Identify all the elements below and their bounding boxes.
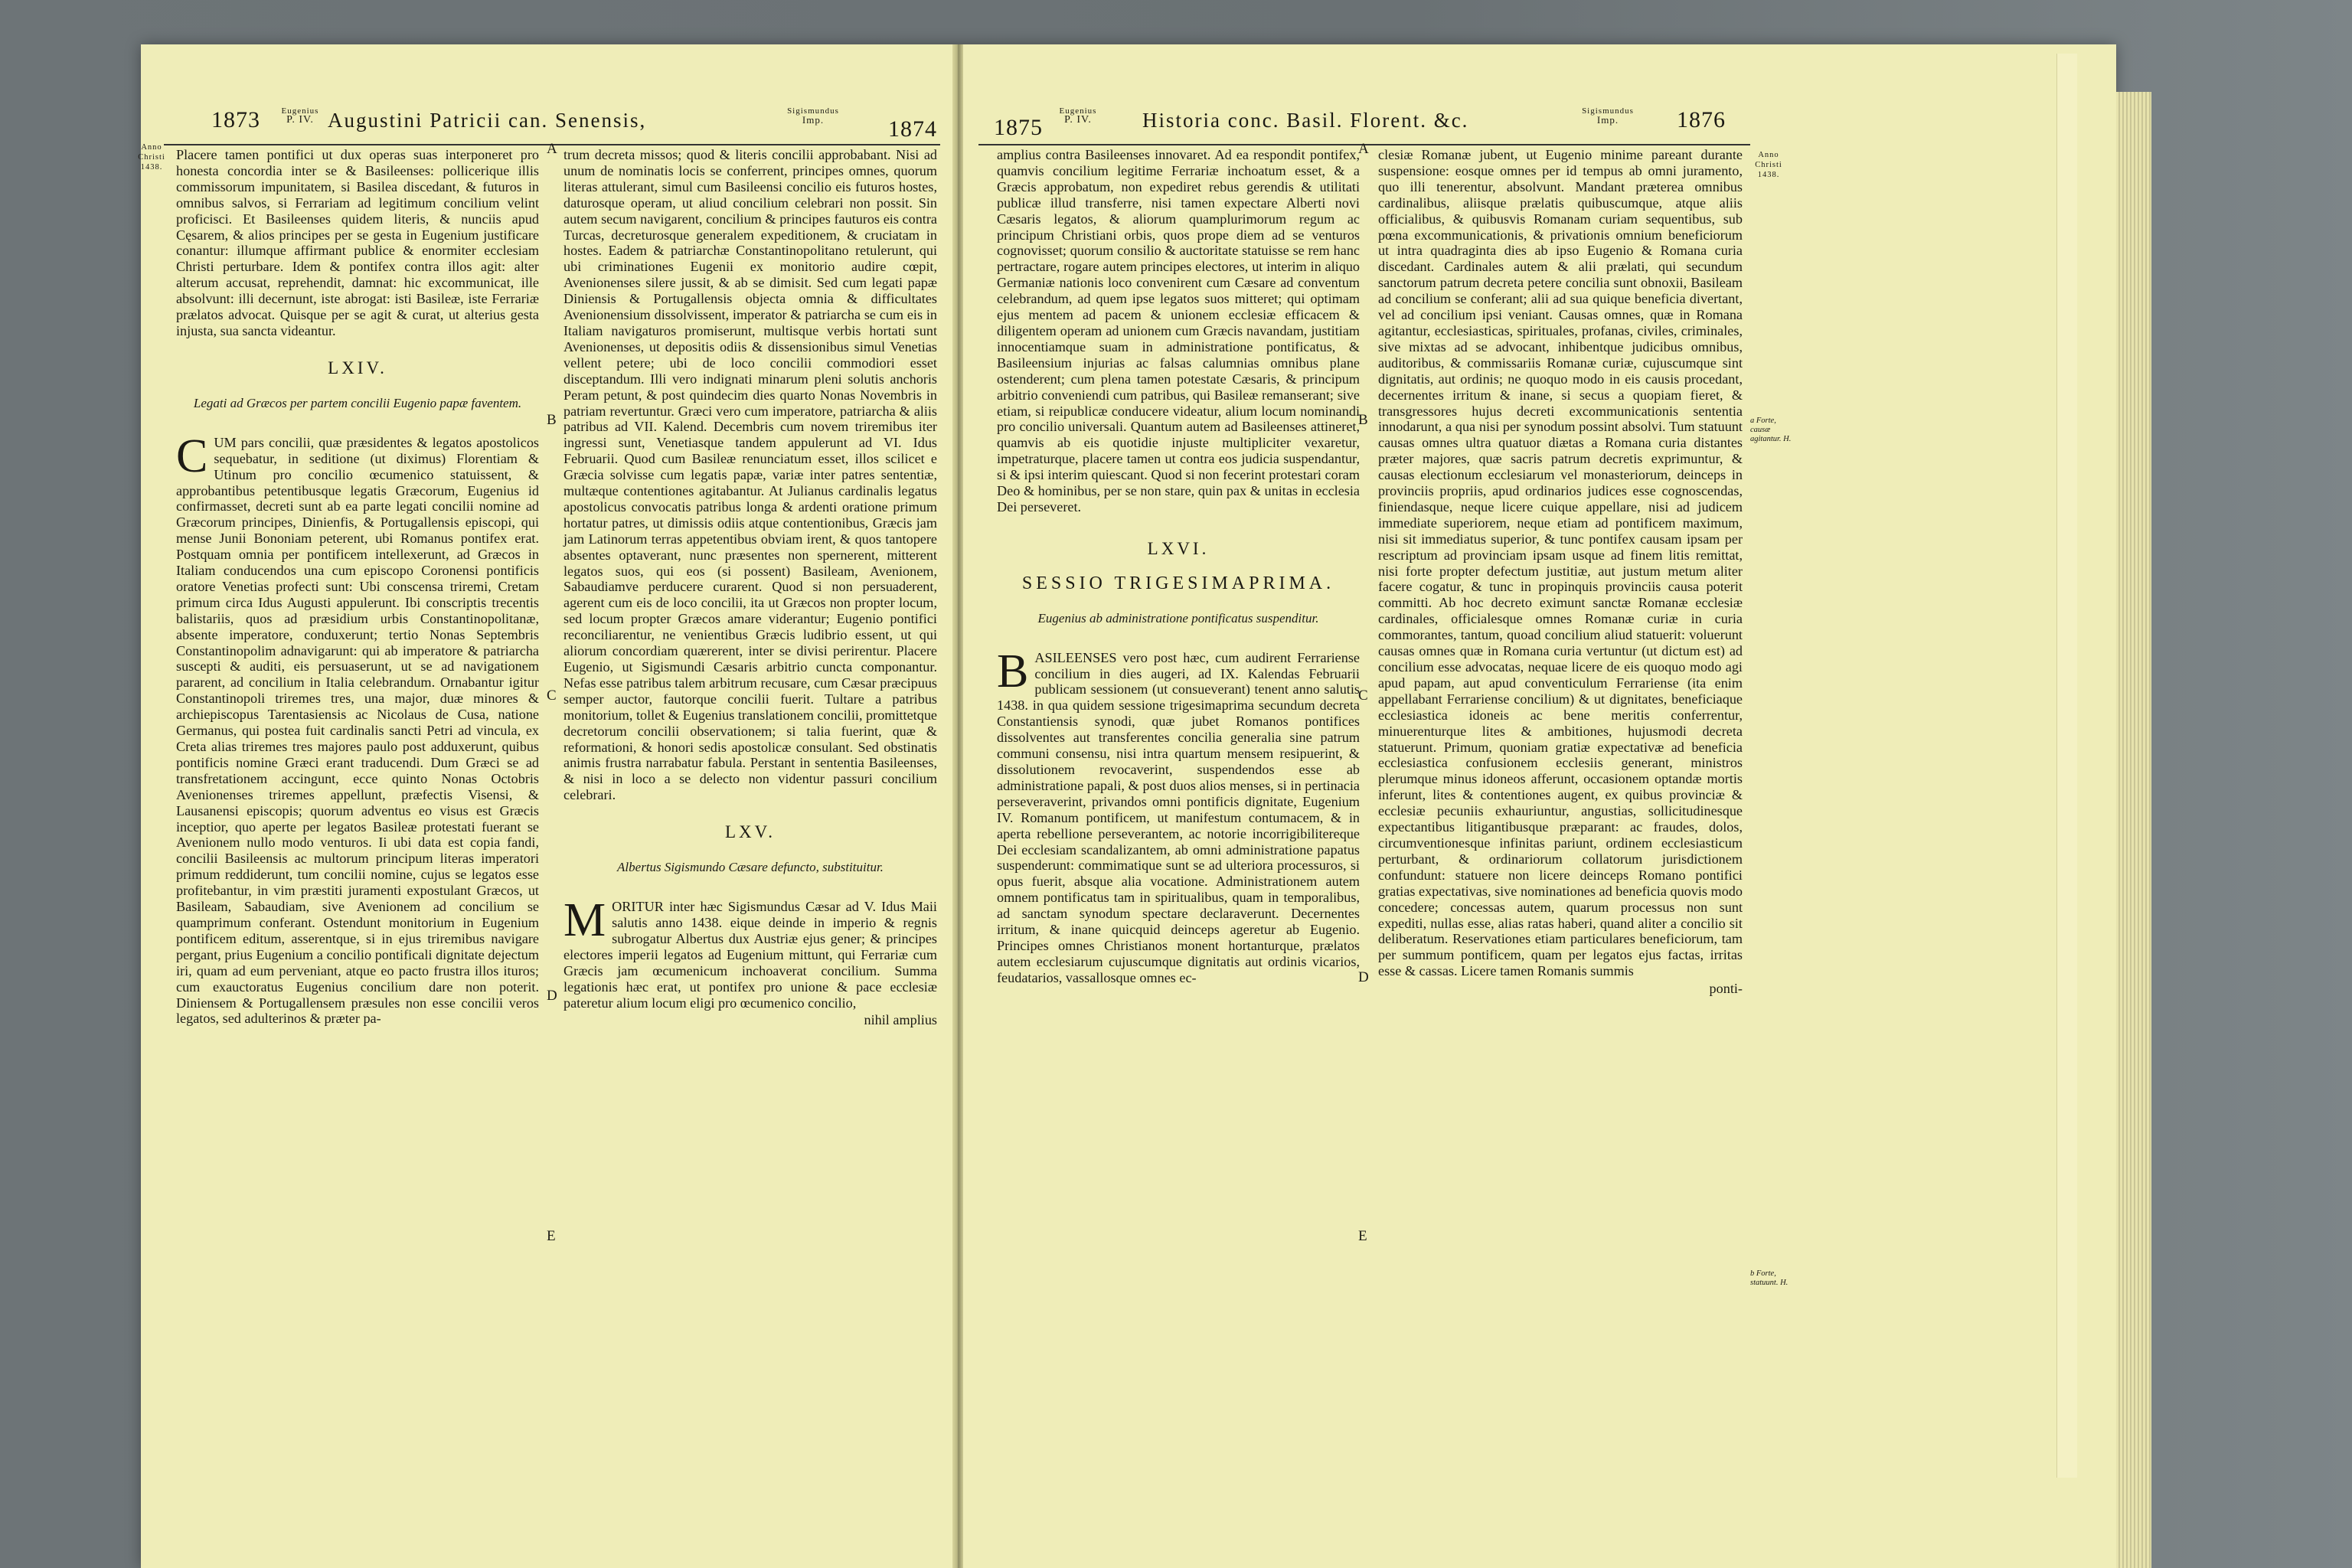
emperor-tag-title: Imp. bbox=[1596, 114, 1619, 126]
margin-letter: A bbox=[547, 141, 557, 157]
page-number: 1875 bbox=[994, 115, 1043, 140]
page-number: 1873 bbox=[211, 107, 260, 132]
book-gutter bbox=[952, 44, 963, 1568]
margin-letter: E bbox=[547, 1228, 556, 1244]
side-note: a Forte, causæ agitantur. H. bbox=[1750, 416, 1792, 443]
pope-tag-name: Eugenius bbox=[281, 106, 319, 116]
paragraph: trum decreta missos; quod & literis concilii approbabant. Nisi ad unum de nominatis locis se conferrent, principes omnes, quorum literas attulerant, simul cum Basileensi concilio eis futuros hostes, daturosque operam, ut aliud concilium celebrari non possit. Sin autem secum navigarent, concilium & principes fauturos eis contra Turcas, decreturosque generalem expeditionem, & cruciatam in hostes. Eadem & patriarchæ Constantinopolitano retulerunt, qui ubi criminationes Eugenii ex monitorio audire cœpit, Avenionenses silere jussit, & ab se dimisit. Sed cum legati papæ Diniensis & Portugallensis objecta omnia & difficultates Avenionensium dissolvissent, imperator & patriarcha se cum eis in Italiam navigaturos promiserunt, multisque verbis hortati sunt Avenionenses, ut depositis odiis & dissensionibus simul Venetias vellent petere; ubi de loco concilii commodiori esset disceptandum. Illi vero indignati minarum pleni solutis anchoris Peram petunt, & post quindecim dies quarto Nonas Novembris in patriam revertuntur. Græci vero cum imperatore, patriarcha & aliis patribus ad VII. Kalend. Decembris cum novem triremibus iter ingressi sunt, Venetiasque tandem appulerunt ad VI. Idus Februarii. Quod cum Basileæ renunciatum esset, illos scilicet e Græcia solvisse cum legatis papæ, variæ inter patres sententiæ, multæque contentiones agitabantur. At Julianus cardinalis legatus apostolicus convocatis patribus longa & ardenti oratione primum hortatur patres, ut dimissis odiis atque contentionibus, Græcis jam jam Latinorum terras appetentibus obviam irent, & quos tantopere absentes optaverant, nunc præsentes non spernerent, mitterent legatos suos, qui eos (si possent) Basileam, Avenionem, Sabaudiamve perducere curarent. Quod si non persuaderent, agerent cum eis de loco concilii, ita ut Græcos non propter locum, sed locum propter Græcos amare viderantur; Eugenio pontifici reconciliarentur, ne venientibus Græcis ludibrio essent, ut qui aliorum concordiam quærerent, inter se divisi perirentur. Placere Eugenio, ut Sigismundi Cæsaris arbitrio cuncta componantur. Nefas esse patribus talem arbitrum recusare, cum Cæsar præcipuus semper auctor, fautorque concilii fuerit. Tultare a patribus monitorium, tollet & Eugenius translationem concilii, promittetque decretorum concilii observationem; si talia fuerint, quæ & reformationi, & honori sedis apostolicæ consulant. Sed obstinatis animis frustra narrabatur fabula. Perstant in sententia Basileenses, & nisi in loco a se delecto non videntur passuri concilium celebrari. bbox=[564, 147, 937, 803]
section-heading: Eugenius ab administratione pontificatus suspenditur. bbox=[1037, 610, 1319, 626]
initial-letter: B bbox=[997, 645, 1029, 697]
year-note-christi: Christi bbox=[138, 153, 165, 162]
margin-letter: D bbox=[1358, 969, 1369, 985]
margin-letter: B bbox=[1358, 412, 1368, 428]
catchword: ponti- bbox=[1709, 981, 1743, 997]
pope-tag-title: P. IV. bbox=[1064, 114, 1092, 126]
catchword: nihil amplius bbox=[864, 1012, 937, 1028]
year-note-year: 1438. bbox=[140, 163, 163, 172]
left-page bbox=[138, 0, 948, 1524]
paragraph-text: ORITUR inter hæc Sigismundus Cæsar ad V. Idus Maii salutis anno 1438. eique deinde in imperio & regnis subrogatur Albertus dux Austriæ ejus gener; & principes electores imperii legatos ad Eugenium mittunt, qui Ferrariæ cum Græcis jam œcumenicum inchoaverat concilium. Summa legationis hæc erat, ut pontifex pro unione & pace ecclesiæ pateretur alium locum eligi pro œcumenico concilio, bbox=[564, 899, 937, 1011]
right-column-2 bbox=[1378, 147, 1743, 997]
initial-letter: M bbox=[564, 894, 606, 947]
pope-tag bbox=[1058, 107, 1098, 125]
section-number: LXIV. bbox=[328, 358, 387, 377]
pope-tag-title: P. IV. bbox=[286, 114, 314, 126]
margin-letter: C bbox=[547, 688, 557, 704]
initial-letter: C bbox=[176, 430, 208, 482]
margin-letter: C bbox=[1358, 688, 1368, 704]
margin-letter: E bbox=[1358, 1228, 1367, 1244]
emperor-tag-name: Sigismundus bbox=[1582, 106, 1634, 116]
year-note-anno: Anno bbox=[141, 143, 162, 152]
section-number: LXV. bbox=[724, 822, 776, 842]
paragraph-text: ASILEENSES vero post hæc, cum audirent Ferrariense concilium in dies augeri, ad IX. Kalendas Februarii publicam sessionem (ut consueverant) tenent anno salutis 1438. in qua quidem sessione trigesimaprima secundum decreta Constantiensis synodi, quæ jubet Romanos pontifices dissolventes aut transferentes concilia generalia sine patrum communi consensu, nisi intra quartum mensem resipuerint, & dissolutionem revocaverint, suspendendos esse ab administratione papali, & post duos alios menses, si in pertinacia perseveraverint, privandos omni pontificis dignitate, Eugenium IV. Romanum pontificem, ut manifestum contumacem, & in aperta rebellione perseverantem, ac notorie incorrigibilitereque Dei ecclesiam scandalizantem, ab omni administratione papatus suspenderunt: commimatique sunt se ad ulteriora processuros, si opus fuerit, absque alia vocatione. Administrationem autem omnem pontificatus tam in spiritualibus, quam in temporalibus, ad sanctam synodum spectare declaraverunt. Decernentes irritum, & inane quicquid deinceps ageretur ab Eugenio. Principes omnes Christianos monent hortanturque, prælatos autem ecclesiarum cujuscumque dignitatis aut ordinis vicarios, feudatarios, vassallosque omnes ec- bbox=[997, 649, 1360, 985]
running-title: Augustini Patricii can. Senensis, bbox=[328, 109, 647, 132]
paragraph-text: UM pars concilii, quæ præsidentes & legatos apostolicos sequebatur, in seditione (ut diximus) Florentiam & Utinum pro concilio œcumenico statuissent, & approbantibus petentibusque legatis Græcorum, Eugenius id confirmasset, decreti sunt ab ea parte legati concilii nomine ad Græcorum principes, Dinienfis, & Portugallensis episcopi, qui mense Junii Bononiam peterent, ubi Romanus pontifex erat. Postquam omnia per pontificem intellexerunt, ad Græcos in Italiam conducendos una cum episcopo Coronensi pontificis oratore Venetias profecti sunt: Ubi conscensa triremi, Cretam primum circa Idus Augusti appulerunt. Ibi conscriptis trecentis balistariis, quos ad præsidium urbis Constantinopolitanæ, absente imperatore, conduxerunt; tertio Nonas Septembris Constantinopolim adnavigarunt: qui ab imperatore & patriarcha suscepti & auditi, eis persuaserunt, ut se ad navigationem pararent, ad concilium in Italia celebrandum. Ornabantur igitur Constantinopoli triremes tres, una major, duæ minores & archiepiscopus Tarentasiensis ac Nicolaus de Cusa, natione Germanus, qui postea fuit cardinalis sancti Petri ad vincula, ex Creta alias triremes tres majores paulo post adduxerunt, quibus pontificis nomine Græci erant traducendi. Dum Græci se ad transfretationem accingunt, ecce quinto Nonas Octobris Avenionenses triremes appellunt, præfectis Visensi, & Lausanensi episcopis; quorum adventus eo visus est Græcis inceptior, quo aperte per legatos Basileæ protestati fuerant se Avenionem nullo modo venturos. Ii ubi data est copia fandi, concilii Basileensis ac multorum principum literas imperatori primum reddiderunt, tum concilii nomine, cujus se legatos esse profitebantur, in vim præstiti juramenti expostulant Græcos, ut Basileam, Sabaudiam, sive Avenionem ad concilium se quamprimum conferant. Ostendunt monitorium in Eugenium pontificem editum, asserentque, si in ejus triremibus navigare pergant, prius Eugenium a concilio pontificali dignitate dejectum iri, quam ad eum perveniant, atque eo pacto frustra illos ituros; cum exauctoratus Eugenius concilium dare non poterit. Diniensem & Portugallensem præsules non esse concilii veros legatos, sed adulterinos & præter pa- bbox=[176, 434, 539, 1027]
paragraph: amplius contra Basileenses innovaret. Ad ea respondit pontifex, quamvis concilium legitime Ferrariæ inchoatum esset, & a Græcis approbatum, non expediret rebus gerendis & utilitati publicæ illud transferre, nisi tamen expectare Alberti novi Cæsaris legatos, & aliorum quamplurimorum regum ac principum Christiani orbis, quos prope diem ad se venturos cognovisset; quorum consilio & auctoritate statuisse se rem hanc pertractare, rogare autem principes electores, ut interim in aliquo Germaniæ nationis loco convenirent cum Cæsare ad conventum celebrandum, ad quem ipse legatos suos mitteret; qui optimam ejus mentem ad pacem & unionem ecclesiæ efficacem & diligentem operam ad unionem cum Græcis navandam, justitiam innocentiamque suam in administratione pontificatus, & Basileensium injurias ac falsas calumnias omnibus plane ostenderent; cum plena tamen potestate Cæsaris, & principum arbitrio conveniendi cum patribus, qui Basileæ remanserant; sive etiam, si reipublicæ conducere videatur, alium locum nominandi pro concilio universali. Quantum autem ad Basileenses attineret, quamvis ab eis quotidie injuste multipliciter vexaretur, impetraturque, placere tamen ut contra eos judicia suspendantur, si & ipsi interim quiescant. Quod si non fecerint protestari coram Deo & hominibus, per se non stare, quin pax & unitas in ecclesia Dei perseveret. bbox=[997, 147, 1360, 514]
page-number-second: 1874 bbox=[888, 116, 937, 142]
year-note-year: 1438. bbox=[1757, 171, 1780, 179]
right-page bbox=[972, 0, 1792, 1524]
section-number: LXVI. bbox=[1147, 538, 1210, 558]
year-note-anno: Anno bbox=[1758, 151, 1779, 159]
left-column-1 bbox=[176, 147, 539, 1027]
year-note bbox=[1752, 150, 1785, 180]
emperor-tag-title: Imp. bbox=[802, 114, 825, 126]
paragraph bbox=[997, 645, 1360, 986]
section-heading: Legati ad Græcos per partem concilii Eugenio papæ faventem. bbox=[193, 395, 522, 410]
left-page-header bbox=[164, 106, 948, 142]
pope-tag-name: Eugenius bbox=[1059, 106, 1097, 116]
section-heading: Albertus Sigismundo Cæsare defuncto, substituitur. bbox=[617, 860, 884, 875]
paragraph bbox=[564, 894, 937, 1011]
margin-letter: D bbox=[547, 988, 557, 1004]
right-page-header bbox=[972, 106, 1750, 142]
paragraph bbox=[176, 430, 539, 1027]
running-title: Historia conc. Basil. Florent. &c. bbox=[1142, 109, 1469, 132]
emperor-tag bbox=[1580, 107, 1635, 126]
emperor-tag bbox=[786, 107, 841, 126]
emperor-tag-name: Sigismundus bbox=[787, 106, 839, 116]
year-note bbox=[135, 142, 168, 172]
page-number-second: 1876 bbox=[1677, 107, 1726, 132]
page-fore-edge bbox=[2116, 92, 2151, 1568]
left-column-2 bbox=[564, 147, 937, 1028]
paper-slip bbox=[2056, 54, 2077, 1478]
session-title: SESSIO TRIGESIMAPRIMA. bbox=[1021, 573, 1335, 593]
pope-tag bbox=[280, 107, 320, 125]
year-note-christi: Christi bbox=[1755, 161, 1782, 169]
paragraph: Placere tamen pontifici ut dux operas suas interponeret pro honesta concordia inter se & Basileenses: pollicerique illis commissorum impunitatem, si Basilea discedant, & futuros in omnibus salvos, si Ferrariam ad legitimum concilium velint proficisci. Et Basileenses quidem literis, & nunciis apud Cęsarem, & alios principes per se gesta in Eugenium justificare conantur: illumque affirmant publice & enormiter ecclesiam Christi perturbare. Idem & pontifex contra illos agit: alter alterum accusat, reprehendit, damnat: hic excommunicat, ille absolvunt: illi decernunt, iste abrogat: isti Basileæ, iste Ferrariæ prælatos advocat. Quisque per se agit & curat, ut alterius gesta injusta, sua sancta videantur. bbox=[176, 147, 539, 338]
paragraph: clesiæ Romanæ jubent, ut Eugenio minime pareant durante suspensione: eosque omnes per id tempus ab omni juramento, quo illi tenerentur, absolvunt. Mandant præterea omnibus cardinalibus, aliisque prælatis quibuscumque, atque aliis officialibus, & quibusvis Romanam curiam sequentibus, sub pœna excommunicationis, & privationis omnium beneficiorum ut intra quadraginta dies ab ipso Eugenio & Romana curia discedant. Cardinales autem & alii prælati, qui secundum sanctorum patrum decreta petere concilia sunt obnoxii, Basileam ad concilium se conferant; alii ad sua quique beneficia divertant, vel ad concilium ipsi veniant. Causas omnes, quæ in Romana agitantur, ecclesiasticas, spirituales, profanas, civiles, criminales, sive mixtas ad se advocant, inhibentque judicibus omnibus, auditoribus, & commissariis Romanæ curiæ, cujuscumque sint dignitatis, aut ordinis; ne quoquo modo in eis causis procedant, decernentes irritum & inane, si secus a quopiam fieret, & transgressores hujus decreti excommunicationis sententia innodarunt, a qua nisi per synodum possint absolvi. Tum statuunt causas omnes ultra quatuor diætas a Romana curia distantes præter majores, quæ sacris patrum decretis exprimuntur, & causas electionum ecclesiarum vel monasteriorum, deinceps in provinciis propriis, apud ordinarios judices esse cognoscendas, finiendasque, neque licere cuique appellare, nisi ad judicem immediate superiorem, neque etiam ad pontificem maximum, nisi sit immediatus superior, & tunc pontifex causam ipsam per rescriptum ad provinciam ipsam usque ad finem litis remittat, nisi forte propter defectum justitiæ, aut justum metum aliter facere cogatur, & tunc in propinquis provinciis causa poterit committi. Ab hoc decreto eximunt sanctæ Romanæ ecclesiæ cardinales, officialesque omnes Romanæ curiæ in curia commorantes, tantum, quoad concilium aliud statuerit: voluerunt causas omnes quæ in Romana curia vertuntur (ut dictum est) ad concilium esse advocatas, nequae licere de eis quoquo modo agi apud papam, aut apud conventiculum Ferrariense (ita enim appellabant Ferrariense concilium) & ut dignitates, beneficiaque ecclesiastica idoneis ac bene meritis conferrentur, minuerenturque lites & ambitiones, hujusmodi decreta statuerunt. Primum, quoniam gratiæ expectativæ ad beneficia ecclesiastica confusionem ecclesiis generant, ministros plerumque minus idoneos afferunt, occasionem optandæ mortis inferunt, lites & contentiones augent, ex quibus provinciæ & ecclesiæ pecuniis exhauriuntur, angustias, sollicitudinesque expectantibus litigantibusque præparant: ac fraudes, dolos, circumventionesque infinitas pariunt, ordinem ecclesiasticum perturbant, & ordinariorum collatorum jurisdictionem confundunt: statuere non licere deinceps Romano pontifici gratias expectativas, sive nominationes ad beneficia quovis modo concedere; concessas autem, quarum processus non sunt expediti, nullas esse, alias ratas haberi, quand aliter a concilio sit deliberatum. Reservationes etiam particulares beneficiorum, tam per summum pontificem, quam per legatos ejus factas, irritas esse & cassas. Licere tamen Romanis summis bbox=[1378, 147, 1743, 979]
right-column-1 bbox=[997, 147, 1360, 986]
margin-letter: B bbox=[547, 412, 557, 428]
side-note: b Forte, statuunt. H. bbox=[1750, 1269, 1788, 1287]
margin-letter: A bbox=[1358, 141, 1369, 157]
